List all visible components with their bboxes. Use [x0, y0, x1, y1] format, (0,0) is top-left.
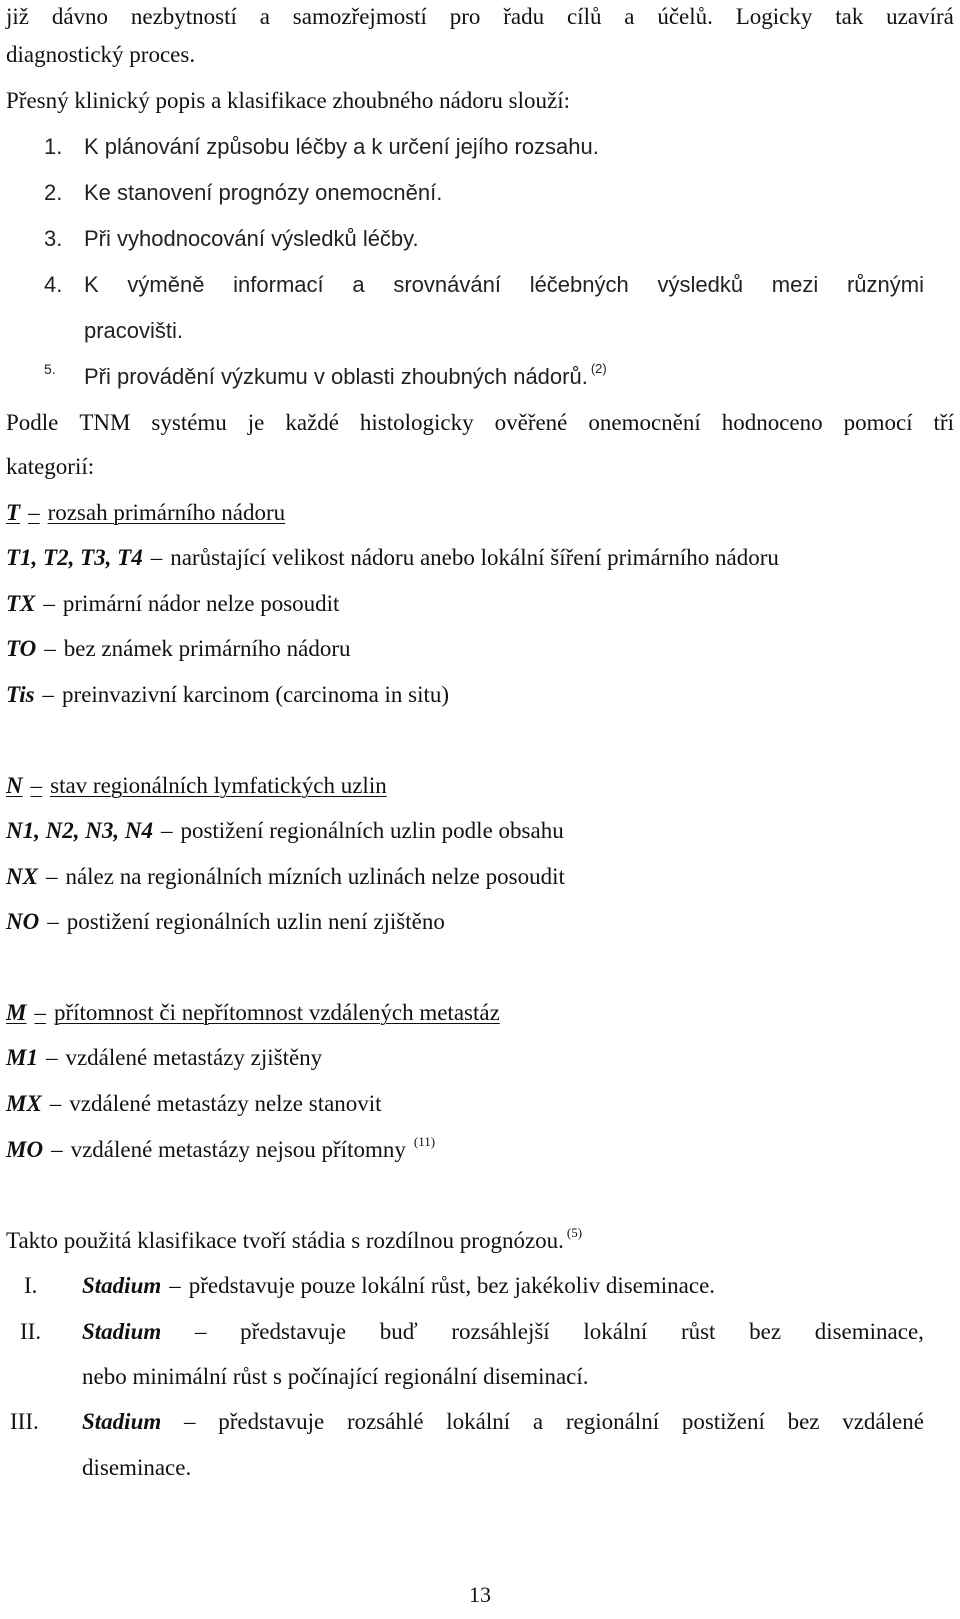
word: postižení	[681, 1409, 765, 1434]
purpose-number: 1.	[44, 134, 63, 159]
purpose-text: K plánování způsobu léčby a k určení jejího rozsahu.	[84, 134, 599, 159]
word: je	[247, 410, 265, 435]
category-code: T	[6, 500, 21, 525]
t-item-4: Tis – preinvazivní karcinom (carcinoma in situ)	[6, 682, 450, 707]
word: účelů.	[657, 4, 713, 29]
stage-label: Stadium	[82, 1319, 162, 1344]
word: pro	[449, 4, 481, 29]
word: tří	[933, 410, 954, 435]
word: ověřené	[494, 410, 568, 435]
stage-number: II.	[20, 1319, 42, 1344]
word: tak	[835, 4, 864, 29]
word: Logicky	[735, 4, 813, 29]
word: mezi	[771, 272, 819, 297]
word: lokální	[446, 1409, 511, 1434]
word: hodnoceno	[721, 410, 823, 435]
purpose-item-3	[44, 224, 924, 254]
word: vzdálené	[842, 1409, 924, 1434]
word: regionální	[565, 1409, 660, 1434]
intro-line-3: Přesný klinický popis a klasifikace zhoubného nádoru slouží:	[6, 88, 571, 113]
t-section-heading: T – rozsah primárního nádoru	[6, 500, 286, 525]
tnm-intro-line-2: kategorií:	[6, 454, 95, 479]
category-code: M	[6, 1000, 27, 1025]
word: výsledků	[657, 272, 744, 297]
word: představuje	[240, 1319, 347, 1344]
word: samozřejmostí	[292, 4, 427, 29]
category-code: N	[6, 773, 23, 798]
word: představuje	[218, 1409, 325, 1434]
word: TNM	[79, 410, 131, 435]
intro-line-2: diagnostický proces.	[6, 42, 196, 67]
purpose-item-4-cont: pracovišti.	[84, 318, 184, 343]
stage-number: I.	[24, 1273, 38, 1298]
purpose-item-4	[44, 270, 924, 300]
word: srovnávání	[393, 272, 501, 297]
m-section-heading: M – přítomnost či nepřítomnost vzdálených metastáz	[6, 1000, 500, 1025]
word: různými	[846, 272, 924, 297]
purpose-number: 2.	[44, 180, 63, 205]
citation-ref: (5)	[566, 1225, 583, 1240]
purpose-number: 5.	[44, 361, 56, 377]
word: léčebných	[529, 272, 629, 297]
word: a	[259, 4, 270, 29]
purpose-number: 4.	[44, 272, 63, 297]
purpose-item-2	[44, 178, 924, 208]
stage-label: Stadium	[82, 1273, 162, 1298]
category-title: stav regionálních lymfatických uzlin	[50, 773, 387, 798]
purpose-text: Ke stanovení prognózy onemocnění.	[84, 180, 443, 205]
word: informací	[233, 272, 324, 297]
word: a	[352, 272, 365, 297]
stages-intro: Takto použitá klasifikace tvoří stádia s rozdílnou prognózou. $^{(5)}$	[6, 1225, 583, 1253]
word: Podle	[6, 410, 59, 435]
word: K	[84, 272, 99, 297]
stage-item-2-cont: nebo minimální růst s počínající regionální diseminací.	[82, 1364, 589, 1389]
m-item-1: M1 – vzdálené metastázy zjištěny	[6, 1045, 323, 1070]
stage-item-3-cont: diseminace.	[82, 1455, 192, 1480]
word: každé	[285, 410, 339, 435]
n-item-2: NX – nález na regionálních mízních uzlinách nelze posoudit	[6, 864, 565, 889]
word: diseminace,	[814, 1319, 924, 1344]
purpose-number: 3.	[44, 226, 63, 251]
word: lokální	[583, 1319, 648, 1344]
dash: –	[194, 1319, 207, 1344]
dash: –	[183, 1409, 196, 1434]
stage-item-3	[10, 1407, 924, 1437]
word: histologicky	[359, 410, 474, 435]
intro-line-1	[6, 2, 954, 32]
purpose-item-1	[44, 132, 924, 162]
word: a	[532, 1409, 544, 1434]
category-title: rozsah primárního nádoru	[47, 500, 286, 525]
word: rozsáhlejší	[451, 1319, 550, 1344]
stage-number: III.	[10, 1409, 39, 1434]
word: onemocnění	[588, 410, 701, 435]
word: řadu	[503, 4, 545, 29]
citation-ref: (11)	[413, 1134, 436, 1149]
n-item-3: NO – postižení regionálních uzlin není zjištěno	[6, 909, 445, 934]
word: již	[6, 4, 29, 29]
n-section-heading: N – stav regionálních lymfatických uzlin	[6, 773, 387, 798]
word: a	[624, 4, 635, 29]
t-item-3: TO – bez známek primárního nádoru	[6, 636, 351, 661]
citation-ref: (2)	[590, 361, 607, 376]
purpose-text: Při provádění výzkumu v oblasti zhoubných nádorů.	[84, 364, 588, 389]
stage-label: Stadium	[82, 1409, 162, 1434]
word: rozsáhlé	[346, 1409, 424, 1434]
word: dávno	[51, 4, 109, 29]
word: uzavírá	[886, 4, 954, 29]
purpose-text	[84, 270, 924, 300]
tnm-intro-line-1	[6, 408, 954, 438]
word: výměně	[127, 272, 205, 297]
stage-item-1: I. Stadium – představuje pouze lokální růst, bez jakékoliv diseminace.	[24, 1273, 716, 1298]
n-item-1: N1, N2, N3, N4 – postižení regionálních uzlin podle obsahu	[6, 818, 564, 843]
purpose-text: Při vyhodnocování výsledků léčby.	[84, 226, 419, 251]
stage-text	[82, 1407, 924, 1437]
word: růst	[680, 1319, 716, 1344]
word: cílů	[566, 4, 602, 29]
word: bez	[749, 1319, 782, 1344]
t-item-2: TX – primární nádor nelze posoudit	[6, 591, 340, 616]
m-item-2: MX – vzdálené metastázy nelze stanovit	[6, 1091, 382, 1116]
category-title: přítomnost či nepřítomnost vzdálených metastáz	[53, 1000, 500, 1025]
page-number: 13	[469, 1582, 491, 1607]
word: pomocí	[843, 410, 913, 435]
word: systému	[151, 410, 227, 435]
t-item-1: T1, T2, T3, T4 – narůstající velikost nádoru anebo lokální šíření primárního nádoru	[6, 545, 779, 570]
word: nezbytností	[130, 4, 237, 29]
stage-item-2	[20, 1317, 924, 1347]
word: buď	[379, 1319, 418, 1344]
word: bez	[787, 1409, 820, 1434]
m-item-3: MO – vzdálené metastázy nejsou přítomny $^{(11)}$	[6, 1134, 436, 1162]
stage-text	[82, 1317, 924, 1347]
